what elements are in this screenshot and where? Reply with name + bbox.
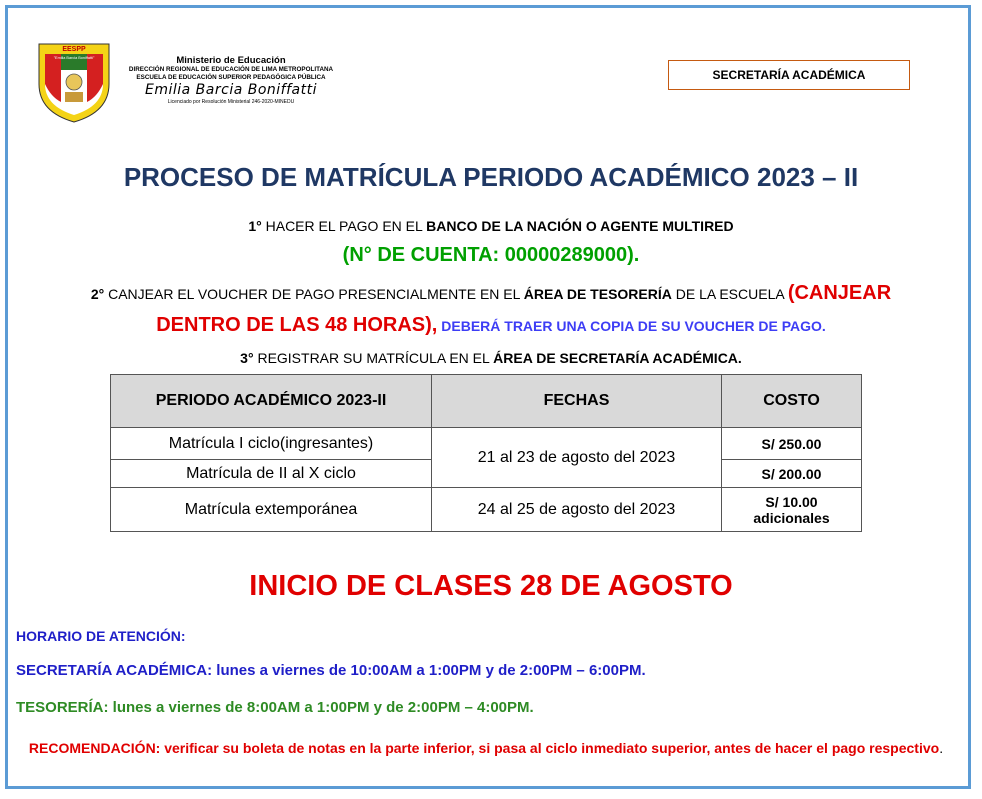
column-header: PERIODO ACADÉMICO 2023-II	[111, 375, 432, 428]
step-1-text: HACER EL PAGO EN EL	[261, 218, 427, 234]
fees-table	[110, 374, 862, 532]
cost-amount: S/ 10.00	[765, 493, 818, 510]
step-2-number: 2°	[90, 286, 105, 302]
step-3-text: REGISTRAR SU MATRÍCULA EN EL	[253, 350, 494, 366]
cost-suffix: adicionales	[753, 509, 830, 526]
step-2-line-1	[0, 282, 982, 305]
account-number: (N° DE CUENTA: 00000289000).	[342, 244, 640, 266]
step-3	[0, 350, 982, 366]
recommendation-end: .	[939, 740, 944, 756]
dates-cell: 24 al 25 de agosto del 2023	[432, 488, 722, 532]
period-cell: Matrícula de II al X ciclo	[111, 460, 432, 488]
school-logo	[37, 42, 111, 124]
hours-secretaria: SECRETARÍA ACADÉMICA: lunes a viernes de 10:00AM a 1:00PM y de 2:00PM – 6:00PM.	[16, 662, 646, 679]
table-row	[111, 488, 862, 532]
table-row	[111, 428, 862, 460]
license-text: Licenciado por Resolución Ministerial 246-2020-MINEDU	[167, 99, 295, 105]
hours-label: HORARIO DE ATENCIÓN:	[16, 628, 186, 644]
classes-start: INICIO DE CLASES 28 DE AGOSTO	[249, 570, 733, 602]
step-3-area: ÁREA DE SECRETARÍA ACADÉMICA.	[493, 350, 742, 366]
step-2-deadline-b: DENTRO DE LAS 48 HORAS),	[156, 314, 438, 336]
column-header: COSTO	[722, 375, 862, 428]
school-name: Emilia Barcia Boniffatti	[145, 82, 317, 98]
step-1-number: 1°	[248, 218, 262, 234]
table-header-row	[111, 375, 862, 428]
office-box: SECRETARÍA ACADÉMICA	[668, 60, 910, 90]
step-2-text-b: DE LA ESCUELA	[671, 286, 788, 302]
step-1-bank: BANCO DE LA NACIÓN O AGENTE MULTIRED	[426, 218, 734, 234]
regional-direction: DIRECCIÓN REGIONAL DE EDUCACIÓN DE LIMA METROPOLITANA	[128, 66, 334, 73]
step-3-number: 3°	[240, 350, 254, 366]
cost-cell	[722, 488, 862, 532]
cost-cell: S/ 200.00	[722, 460, 862, 488]
recommendation-text: RECOMENDACIÓN: verificar su boleta de notas en la parte inferior, si pasa al ciclo inmediato superior, antes de hacer el pago respectivo	[28, 740, 940, 756]
step-2-text-a: CANJEAR EL VOUCHER DE PAGO PRESENCIALMENTE EN EL	[104, 286, 524, 302]
ministry-title: Ministerio de Educación	[176, 55, 286, 66]
step-2-voucher-note: DEBERÁ TRAER UNA COPIA DE SU VOUCHER DE PAGO.	[437, 318, 826, 334]
period-cell: Matrícula I ciclo(ingresantes)	[111, 428, 432, 460]
step-1	[0, 218, 982, 234]
svg-text:EESPP: EESPP	[62, 46, 86, 53]
page-title: PROCESO DE MATRÍCULA PERIODO ACADÉMICO 2023 – II	[123, 162, 859, 192]
cost-cell: S/ 250.00	[722, 428, 862, 460]
recommendation	[10, 737, 962, 759]
column-header: FECHAS	[432, 375, 722, 428]
period-cell: Matrícula extemporánea	[111, 488, 432, 532]
hours-tesoreria: TESORERÍA: lunes a viernes de 8:00AM a 1:00PM y de 2:00PM – 4:00PM.	[16, 699, 534, 716]
dates-cell: 21 al 23 de agosto del 2023	[432, 428, 722, 488]
svg-text:"Emilia Barcia Boniffatti": "Emilia Barcia Boniffatti"	[53, 56, 95, 60]
step-2-area: ÁREA DE TESORERÍA	[523, 286, 672, 302]
ministry-header	[115, 55, 347, 125]
step-2-deadline-a: (CANJEAR	[787, 282, 892, 304]
step-2-line-2	[0, 314, 982, 337]
school-type: ESCUELA DE EDUCACIÓN SUPERIOR PEDAGÓGICA PÚBLICA	[136, 74, 326, 81]
